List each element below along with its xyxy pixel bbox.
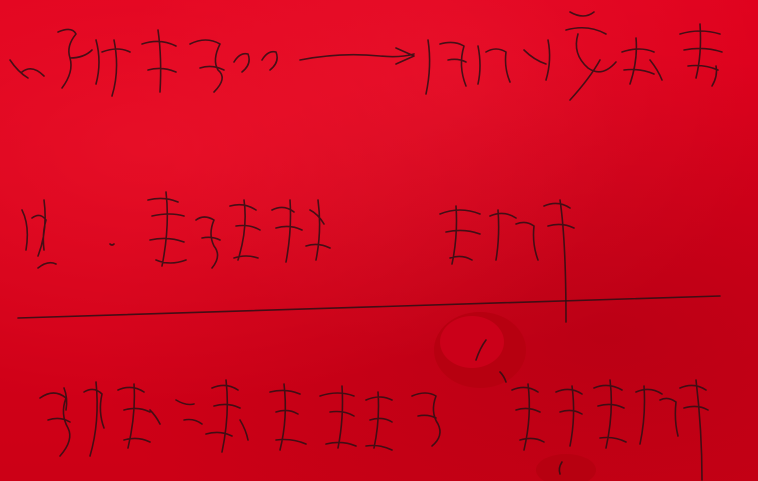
line-3-handwriting [40,380,708,480]
divider-line [18,296,720,318]
wax-droplet-2 [536,454,596,481]
line-1-handwriting [10,12,722,100]
wax-droplet-1 [434,312,526,388]
